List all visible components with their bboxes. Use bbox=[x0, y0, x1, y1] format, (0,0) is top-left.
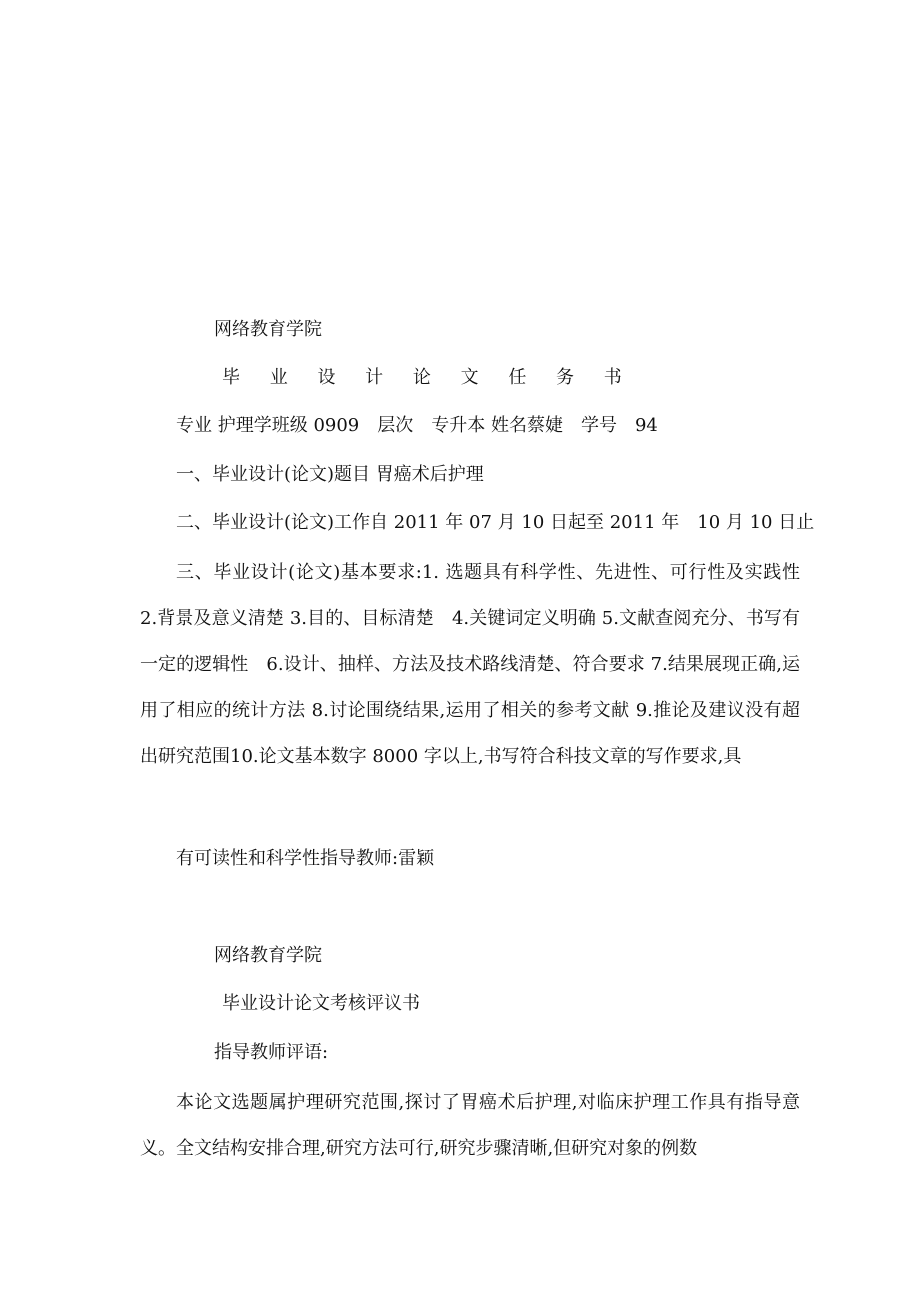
advisor-comment-text: 本论文选题属护理研究范围,探讨了胃癌术后护理,对临床护理工作具有指导意义。全文结构安排合理,研究方法可行,研究步骤清晰,但研究对象的例数 bbox=[140, 1092, 800, 1159]
advisor-comment-label: 指导教师评语: bbox=[214, 1042, 329, 1063]
thesis-topic-line: 一、毕业设计(论文)题目 胃癌术后护理 bbox=[176, 464, 484, 485]
basic-requirements-paragraph: 三、毕业设计(论文)基本要求:1. 选题具有科学性、先进性、可行性及实践性 2.背景及意义清楚 3.目的、目标清楚 4.关键词定义明确 5.文献查阅充分、书写有一定的逻辑性 6.设计、抽样、方法及技术路线清楚、符合要求 7.结果展现正确,运用了相应的统计方法 8.讨论围绕结果,运用了相关的参考文献 9.推论及建议没有超出研究范围10.论文基本数字 8000 字以上,书写符合科技文章的写作要求,具 bbox=[140, 562, 818, 767]
student-info-line: 专业 护理学班级 0909 层次 专升本 姓名蔡婕 学号 94 bbox=[176, 415, 658, 436]
task-book-title: 毕 业 设 计 论 文 任 务 书 bbox=[222, 367, 634, 388]
work-period-line: 二、毕业设计(论文)工作自 2011 年 07 月 10 日起至 2011 年 10 月 10 日止 bbox=[176, 512, 815, 533]
review-book-title: 毕业设计论文考核评议书 bbox=[222, 993, 420, 1014]
institution-name: 网络教育学院 bbox=[214, 319, 322, 340]
review-institution-name: 网络教育学院 bbox=[214, 945, 322, 966]
requirements-tail-line: 有可读性和科学性指导教师:雷颖 bbox=[176, 848, 435, 869]
